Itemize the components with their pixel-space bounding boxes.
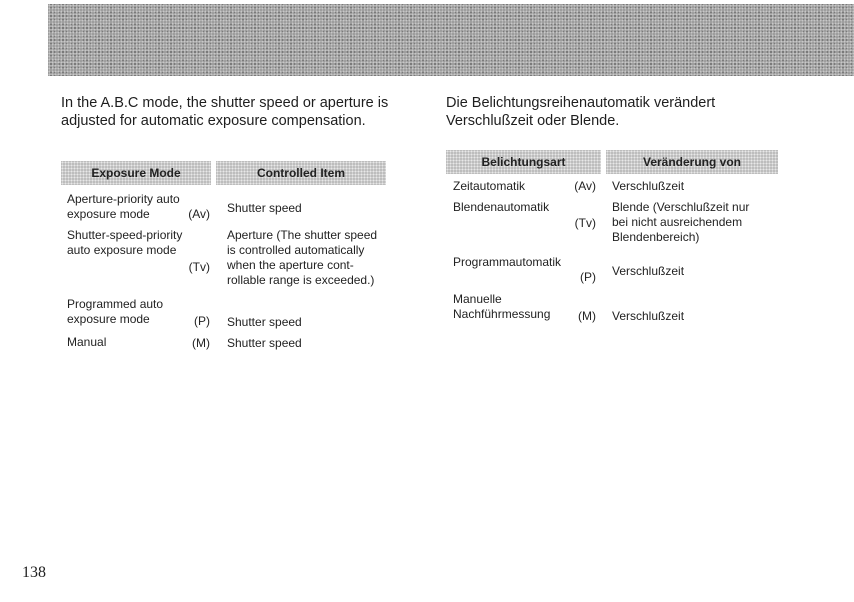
exposure-mode-label: Blendenautomatik — [453, 200, 550, 214]
mode-code: (M) — [192, 336, 210, 350]
english-intro: In the A.B.C mode, the shutter speed or aperture is adjusted for automatic exposure compensation. — [61, 95, 389, 129]
controlled-item: Shutter speed — [227, 201, 302, 215]
controlled-item: Verschlußzeit — [612, 264, 685, 278]
controlled-item: Verschlußzeit — [612, 309, 685, 323]
controlled-item: Blende (Verschlußzeit nur bei nicht ausreichendem Blendenbereich) — [612, 200, 750, 244]
controlled-item: Verschlußzeit — [612, 179, 685, 193]
exposure-mode-label: Zeitautomatik — [453, 179, 526, 193]
exposure-mode-label: Manual — [67, 335, 107, 349]
mode-code: (P) — [580, 270, 596, 284]
exposure-mode-label: Programmautomatik — [453, 255, 562, 269]
page-number: 138 — [22, 564, 46, 581]
mode-code: (Av) — [188, 207, 210, 221]
mode-code: (Av) — [574, 179, 596, 193]
mode-code: (M) — [578, 309, 596, 323]
mode-code: (P) — [194, 314, 210, 328]
mode-code: (Tv) — [574, 216, 596, 230]
english-header-mode: Exposure Mode — [61, 161, 211, 185]
controlled-item: Shutter speed — [227, 315, 302, 329]
exposure-mode-label: Aperture-priority auto exposure mode — [67, 192, 180, 221]
mode-code: (Tv) — [188, 260, 210, 274]
english-header-item: Controlled Item — [216, 161, 386, 185]
controlled-item: Aperture (The shutter speed is controlled automatically when the aperture cont- rollable range is exceeded.) — [227, 228, 378, 287]
exposure-mode-label: Manuelle Nachführmessung — [453, 292, 551, 321]
controlled-item: Shutter speed — [227, 336, 302, 350]
german-intro: Die Belichtungsreihenautomatik verändert Verschlußzeit oder Blende. — [446, 95, 716, 129]
german-header-item: Veränderung von — [606, 150, 778, 174]
exposure-mode-label: Programmed auto exposure mode — [67, 297, 164, 326]
german-header-mode: Belichtungsart — [446, 150, 601, 174]
header-banner — [48, 4, 854, 76]
exposure-mode-label: Shutter-speed-priority auto exposure mode — [67, 228, 183, 257]
